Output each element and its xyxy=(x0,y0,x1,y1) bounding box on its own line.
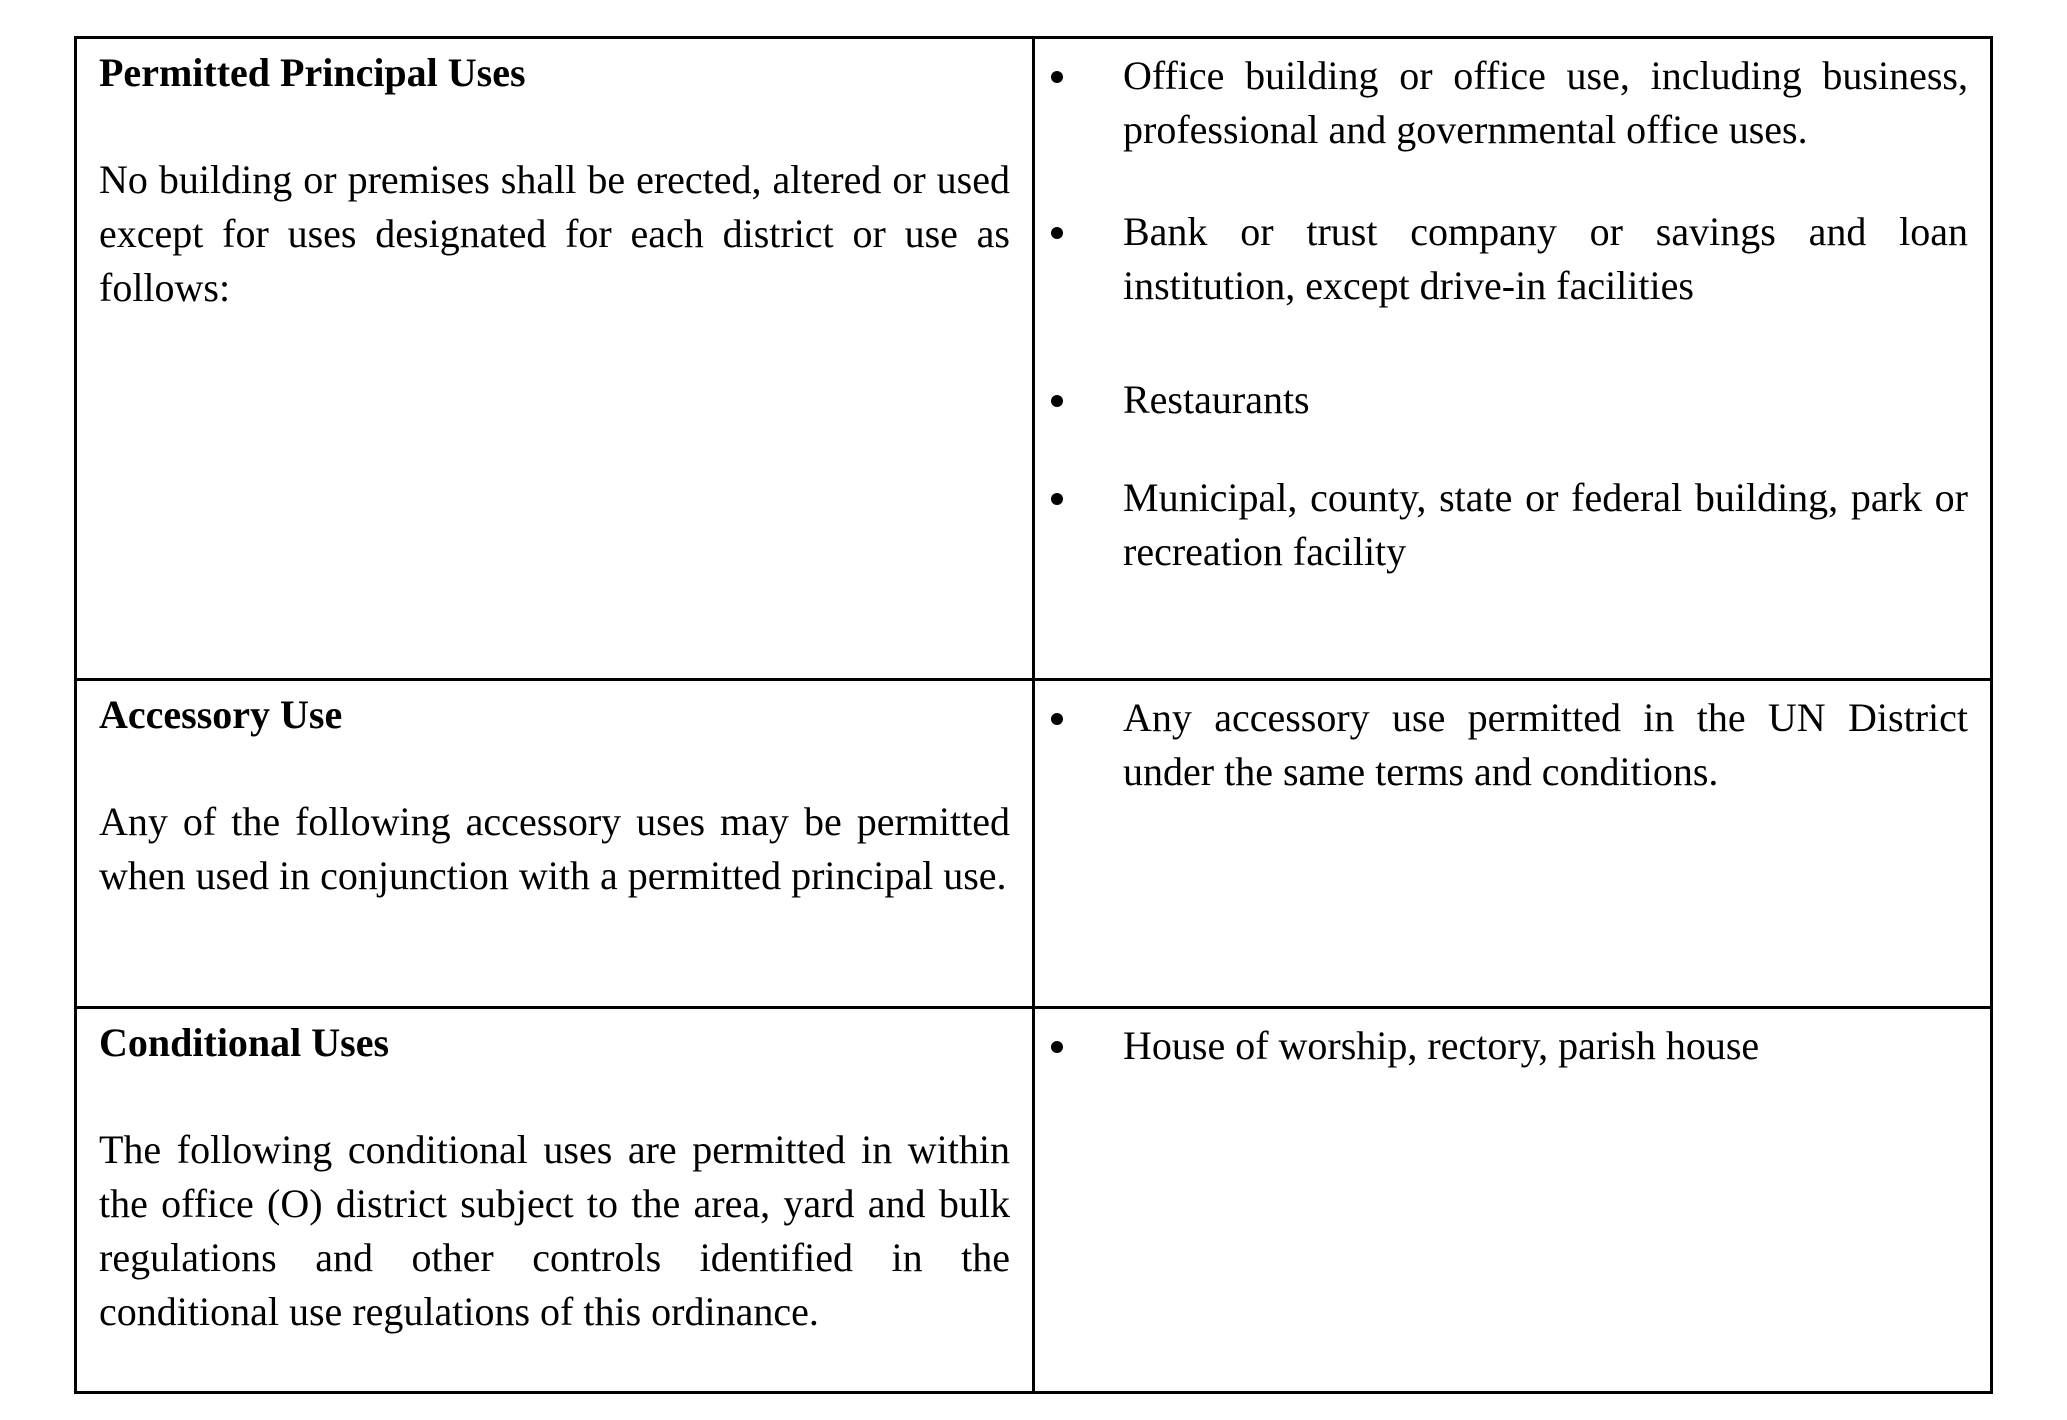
bullet-icon xyxy=(1051,227,1063,239)
category-heading: Accessory Use xyxy=(99,692,343,737)
list-item xyxy=(1035,373,1968,427)
list-item xyxy=(1035,205,1968,313)
list-item-text: House of worship, rectory, parish house xyxy=(1123,1023,1760,1068)
list-item xyxy=(1035,471,1968,579)
table-row-conditional-uses xyxy=(76,1008,1992,1393)
bullet-icon xyxy=(1051,71,1063,83)
bullet-icon xyxy=(1051,1041,1063,1053)
category-cell xyxy=(76,38,1034,680)
uses-list xyxy=(1035,1019,1968,1073)
category-description: Any of the following accessory uses may be permitted when used in conjunction with a permitted principal use. xyxy=(99,799,1010,898)
list-item-text: Municipal, county, state or federal building, park or recreation facility xyxy=(1123,475,1968,574)
zoning-uses-table xyxy=(74,36,1993,1394)
uses-list-cell xyxy=(1034,1008,1992,1393)
uses-list xyxy=(1035,49,1968,579)
uses-list-cell xyxy=(1034,38,1992,680)
list-item xyxy=(1035,691,1968,799)
category-description: The following conditional uses are permitted in within the office (O) district subject to the area, yard and bulk regulations and other controls identified in the conditional use regulations of this ordinance. xyxy=(99,1127,1010,1334)
list-item-text: Bank or trust company or savings and loan institution, except drive-in facilities xyxy=(1123,209,1968,308)
list-item xyxy=(1035,1019,1968,1073)
category-heading: Permitted Principal Uses xyxy=(99,50,526,95)
list-item-text: Any accessory use permitted in the UN District under the same terms and conditions. xyxy=(1123,695,1968,794)
category-cell xyxy=(76,680,1034,1008)
table-row-accessory-use xyxy=(76,680,1992,1008)
category-heading: Conditional Uses xyxy=(99,1020,390,1065)
category-cell xyxy=(76,1008,1034,1393)
bullet-icon xyxy=(1051,395,1063,407)
table-row-permitted-principal-uses xyxy=(76,38,1992,680)
category-description: No building or premises shall be erected, altered or used except for uses designated for each district or use as follows: xyxy=(99,157,1010,310)
uses-list xyxy=(1035,691,1968,799)
uses-list-cell xyxy=(1034,680,1992,1008)
list-item xyxy=(1035,49,1968,157)
bullet-icon xyxy=(1051,493,1063,505)
list-item-text: Office building or office use, including business, professional and governmental office uses. xyxy=(1123,53,1968,152)
bullet-icon xyxy=(1051,713,1063,725)
list-item-text: Restaurants xyxy=(1123,377,1310,422)
